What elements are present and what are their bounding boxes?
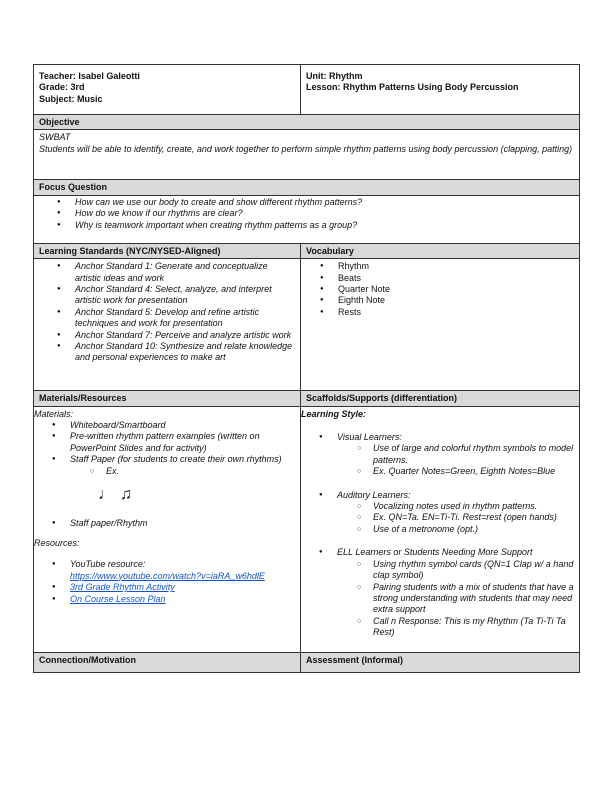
focus-question-body [34,195,580,243]
auditory-learners-label: ● Auditory Learners: [301,490,579,501]
auditory-item: ○ Use of a metronome (opt.) [301,524,579,535]
materials-list-2 [34,518,300,529]
lesson-plan-table [33,64,580,673]
vocabulary-body [301,259,580,391]
materials-sublist [34,466,300,477]
unit: Unit: Rhythm [306,71,363,81]
ell-list [301,559,579,639]
auditory-list [301,501,579,535]
standard-item: ● Anchor Standard 10: Synthesize and relate knowledge and personal experiences to make art [39,341,295,364]
ell-group [301,547,579,558]
resources-label: Resources: [34,537,80,548]
ell-item: ○ Using rhythm symbol cards (QN=1 Clap w/ a hand clap symbol) [301,559,579,582]
music-notes-icon: ♩♫ [98,486,138,504]
swbat-label: SWBAT [39,132,71,143]
grade: Grade: 3rd [39,82,85,93]
vocabulary-item: ● Rests [302,307,574,318]
auditory-item: ○ Ex. QN=Ta. EN=Ti-Ti. Rest=rest (open hands) [301,512,579,523]
visual-group [301,432,579,443]
vocabulary-header: Vocabulary [301,243,580,258]
material-item: ● Pre-written rhythm pattern examples (written on PowerPoint Slides and for activity) [34,431,300,454]
material-item: ● Whiteboard/Smartboard [34,420,300,431]
standards-list [39,261,295,364]
vocabulary-list [302,261,574,318]
vocabulary-item: ● Quarter Note [302,284,574,295]
lesson-plan [33,64,579,673]
visual-learners-label: ● Visual Learners: [301,432,579,443]
resource-item [34,594,300,605]
standard-item: ● Anchor Standard 4: Select, analyze, and interpret artistic work for presentation [39,284,295,307]
materials-header: Materials/Resources [34,391,301,406]
ell-learners-label: ● ELL Learners or Students Needing More Support [301,547,579,558]
standards-header: Learning Standards (NYC/NYSED-Aligned) [34,243,301,258]
scaffolds-body [301,406,580,652]
materials-label: Materials: [34,408,74,419]
standard-item: ● Anchor Standard 7: Perceive and analyze artistic work [39,330,295,341]
auditory-item: ○ Vocalizing notes used in rhythm patterns. [301,501,579,512]
material-item: ● Staff Paper (for students to create their own rhythms) [34,454,300,465]
assessment-header: Assessment (Informal) [301,652,580,672]
objective-header: Objective [34,115,580,130]
lesson-title: Lesson: Rhythm Patterns Using Body Percussion [306,82,519,93]
focus-question-list [39,197,574,231]
vocabulary-item: ● Rhythm [302,261,574,272]
standard-item: ● Anchor Standard 1: Generate and conceptualize artistic ideas and work [39,261,295,284]
vocabulary-item: ● Eighth Note [302,295,574,306]
connection-header: Connection/Motivation [34,652,301,672]
lesson-plan-link[interactable]: On Course Lesson Plan [70,593,166,604]
material-item: ● Staff paper/Rhythm [34,518,300,529]
resource-item [34,582,300,593]
focus-question-item: ● How do we know if our rhythms are clear? [39,208,574,219]
youtube-link[interactable]: https://www.youtube.com/watch?v=iaRA_w6hdlE [70,570,265,581]
youtube-label: YouTube resource: [70,559,146,570]
resource-item [34,559,300,582]
teacher-info-cell [34,65,301,115]
objective-text: Students will be able to identify, create, and work together to perform simple rhythm patterns using body percussion (clapping, patting) [39,143,573,154]
unit-info-cell [301,65,580,115]
visual-item: ○ Ex. Quarter Notes=Green, Eighth Notes=Blue [301,466,579,477]
resources-list [34,559,300,605]
ell-item: ○ Call n Response: This is my Rhythm (Ta Ti-Ti Ta Rest) [301,616,579,639]
subject: Subject: Music [39,93,103,104]
standards-body [34,259,301,391]
focus-question-header: Focus Question [34,180,580,195]
focus-question-item: ● How can we use our body to create and show different rhythm patterns? [39,197,574,208]
materials-list [34,420,300,466]
visual-list [301,443,579,477]
vocabulary-item: ● Beats [302,273,574,284]
materials-body [34,406,301,652]
focus-question-item: ● Why is teamwork important when creating rhythm patterns as a group? [39,220,574,231]
example-label: ○ Ex. [34,466,300,477]
scaffolds-header: Scaffolds/Supports (differentiation) [301,391,580,406]
objective-body [34,130,580,180]
standard-item: ● Anchor Standard 5: Develop and refine artistic techniques and work for presentation [39,307,295,330]
visual-item: ○ Use of large and colorful rhythm symbols to model patterns. [301,443,579,466]
teacher-name: Teacher: Isabel Galeotti [39,71,140,81]
ell-item: ○ Pairing students with a mix of students that have a strong understanding with students that may need extra support [301,582,579,616]
learning-style-label: Learning Style: [301,408,367,419]
rhythm-activity-link[interactable]: 3rd Grade Rhythm Activity [70,582,175,593]
auditory-group [301,490,579,501]
